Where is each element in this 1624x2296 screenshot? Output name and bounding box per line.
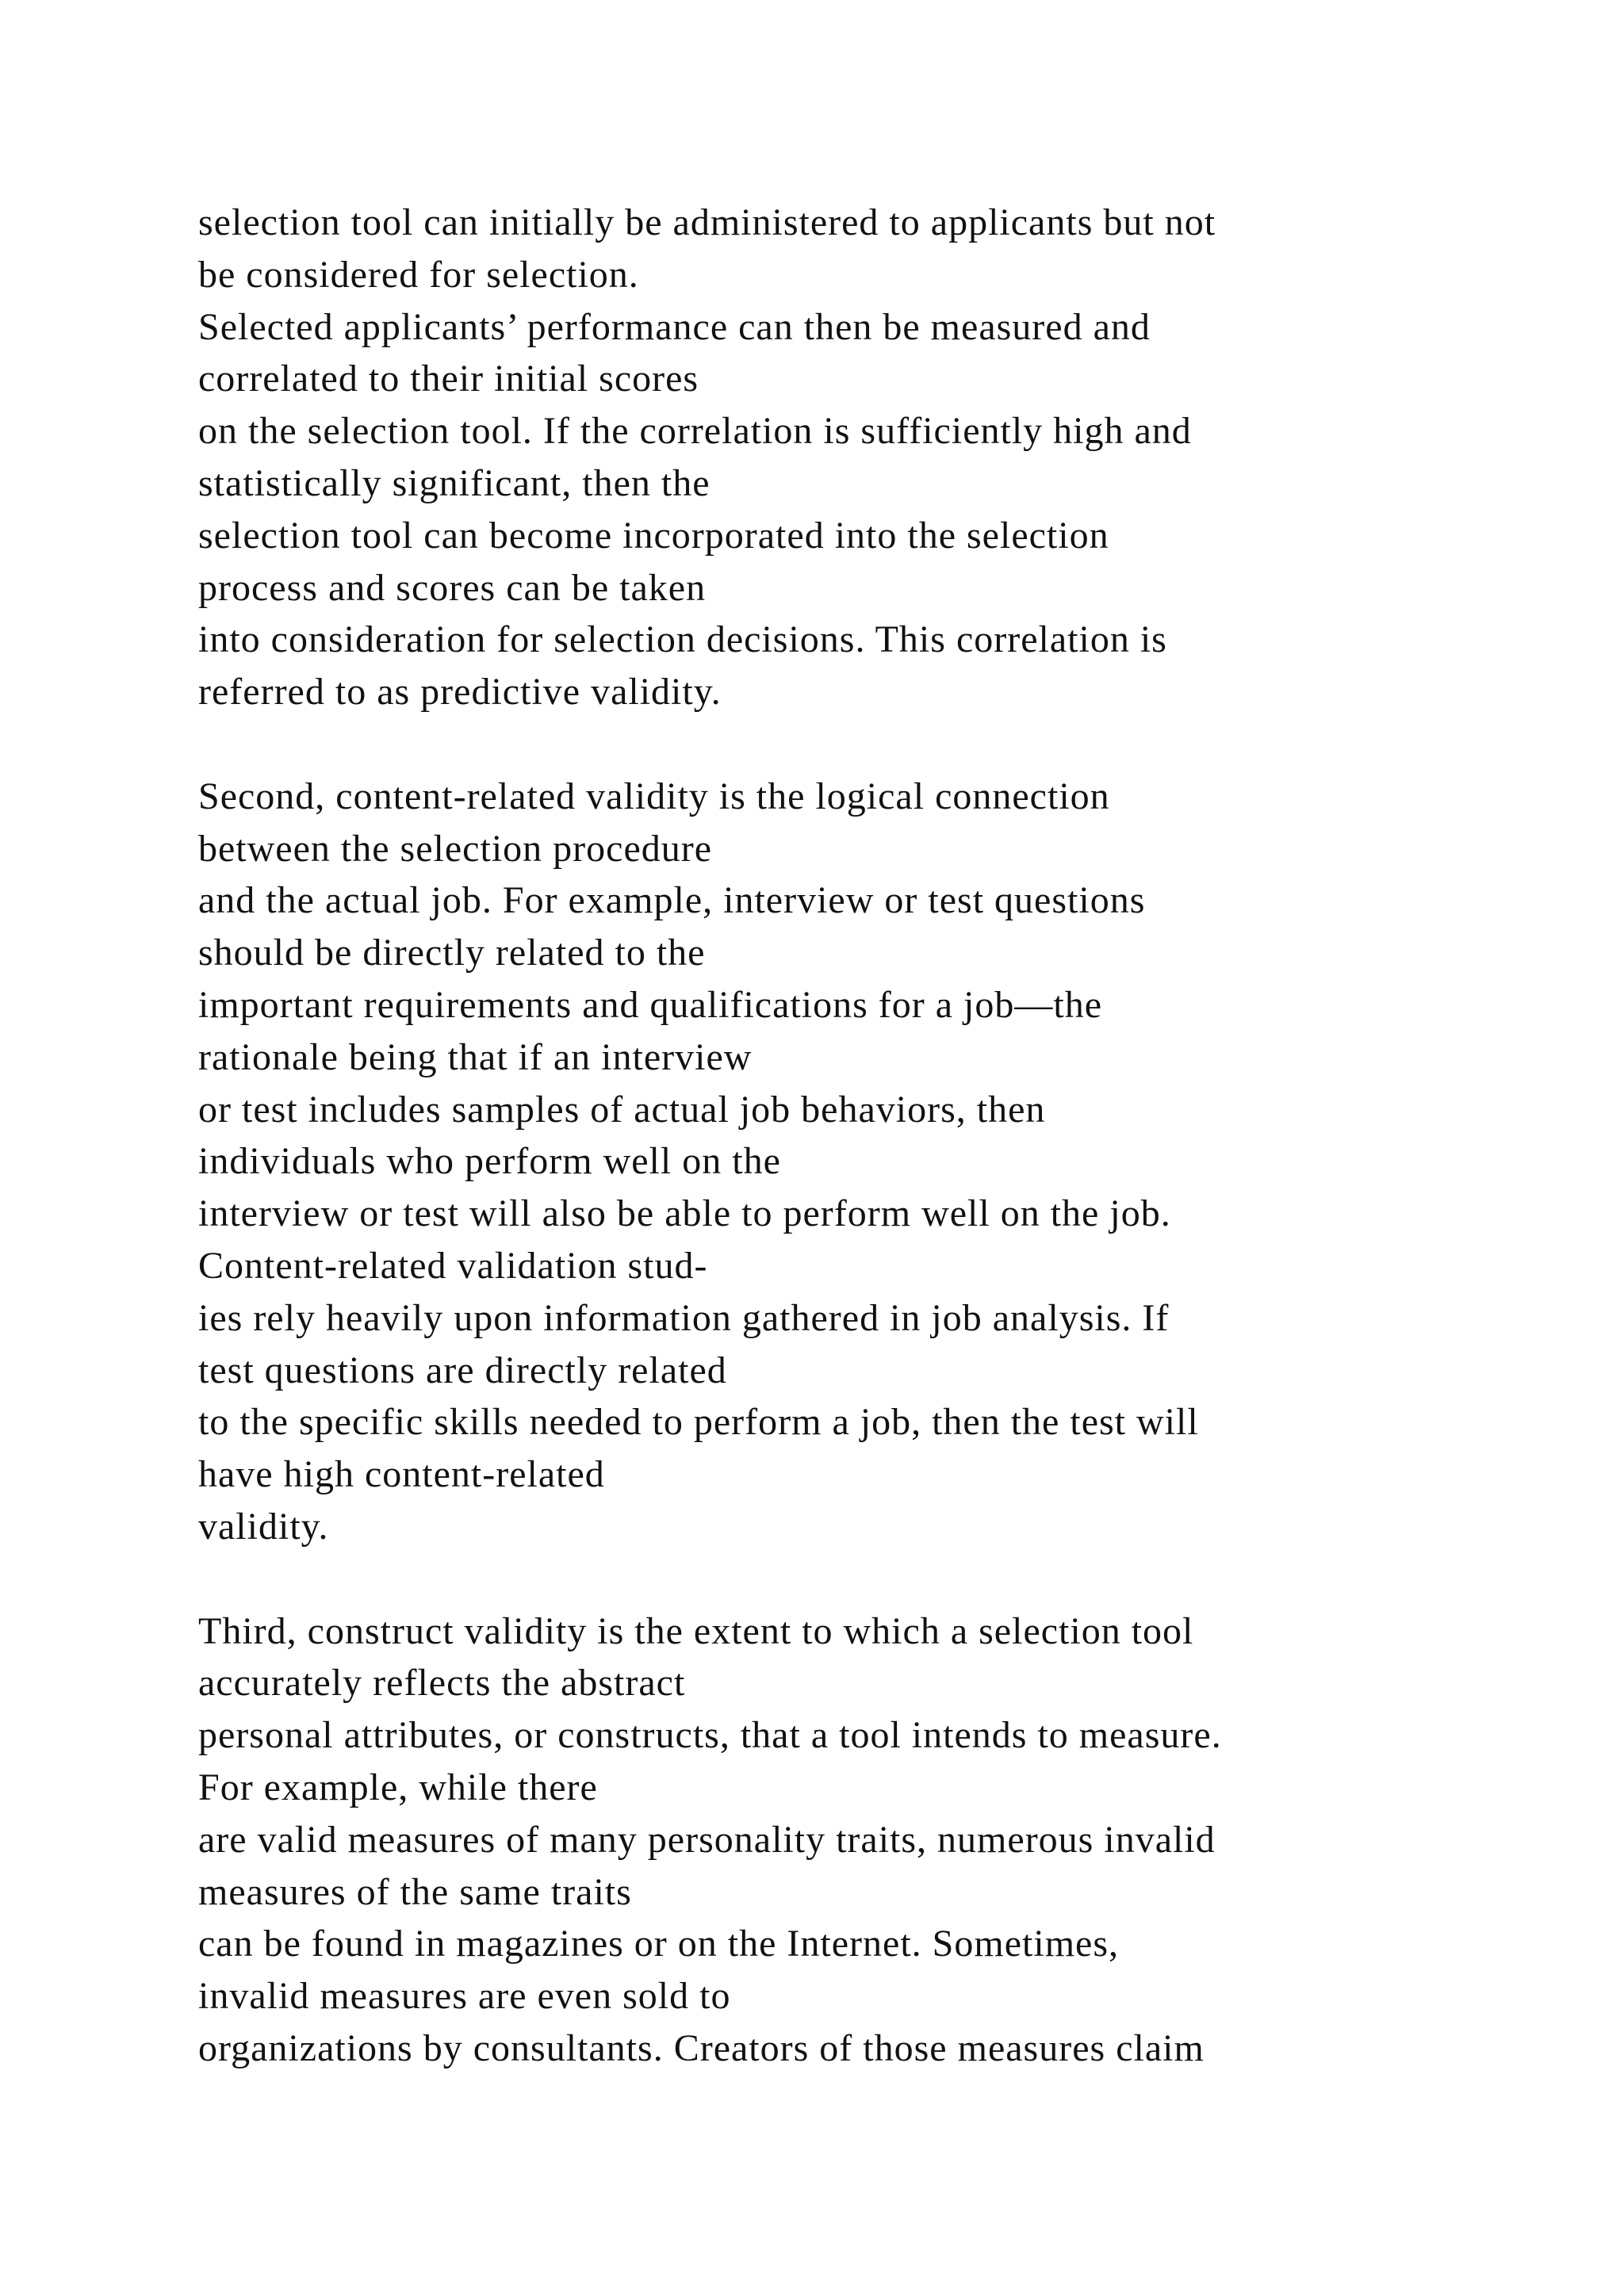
text-line: on the selection tool. If the correlation is sufficiently high and [198,410,1192,453]
text-line: important requirements and qualifications for a job—the [198,983,1103,1026]
text-line: measures of the same traits [198,1870,632,1913]
text-line: selection tool can become incorporated into the selection [198,514,1109,557]
text-line: test questions are directly related [198,1349,727,1391]
text-line: Second, content-related validity is the logical connection [198,775,1110,817]
text-line: are valid measures of many personality traits, numerous invalid [198,1818,1216,1861]
text-line: invalid measures are even sold to [198,1975,731,2018]
text-line: or test includes samples of actual job behaviors, then [198,1088,1046,1131]
text-line: into consideration for selection decisions. This correlation is [198,618,1167,661]
text-line: should be directly related to the [198,932,706,974]
text-line: statistically significant, then the [198,461,710,504]
text-line: be considered for selection. [198,253,639,296]
text-line: and the actual job. For example, interview or test questions [198,879,1146,922]
text-line: can be found in magazines or on the Internet. Sometimes, [198,1923,1120,1965]
text-line: ies rely heavily upon information gathered in job analysis. If [198,1296,1170,1339]
paragraph-break [198,718,1499,771]
text-line: correlated to their initial scores [198,358,699,400]
text-line: For example, while there [198,1766,598,1808]
text-line: referred to as predictive validity. [198,671,722,714]
text-line: organizations by consultants. Creators of those measures claim [198,2026,1205,2069]
text-line: have high content-related [198,1453,605,1496]
text-line: Content-related validation stud- [198,1244,708,1287]
text-line: process and scores can be taken [198,566,707,609]
text-line: personal attributes, or constructs, that a tool intends to measure. [198,1714,1222,1757]
text-line: Third, construct validity is the extent to which a selection tool [198,1609,1194,1652]
text-line: individuals who perform well on the [198,1140,781,1183]
text-line: interview or test will also be able to perform well on the job. [198,1192,1171,1235]
document-body-text [198,197,1499,2075]
text-line: between the selection procedure [198,827,713,870]
text-line: to the specific skills needed to perform a job, then the test will [198,1401,1199,1444]
text-line: validity. [198,1505,329,1548]
text-line: Selected applicants’ performance can then be measured and [198,305,1151,348]
text-line: selection tool can initially be administered to applicants but not [198,201,1216,243]
text-line: rationale being that if an interview [198,1035,753,1078]
text-line: accurately reflects the abstract [198,1662,686,1705]
paragraph-break [198,1553,1499,1605]
